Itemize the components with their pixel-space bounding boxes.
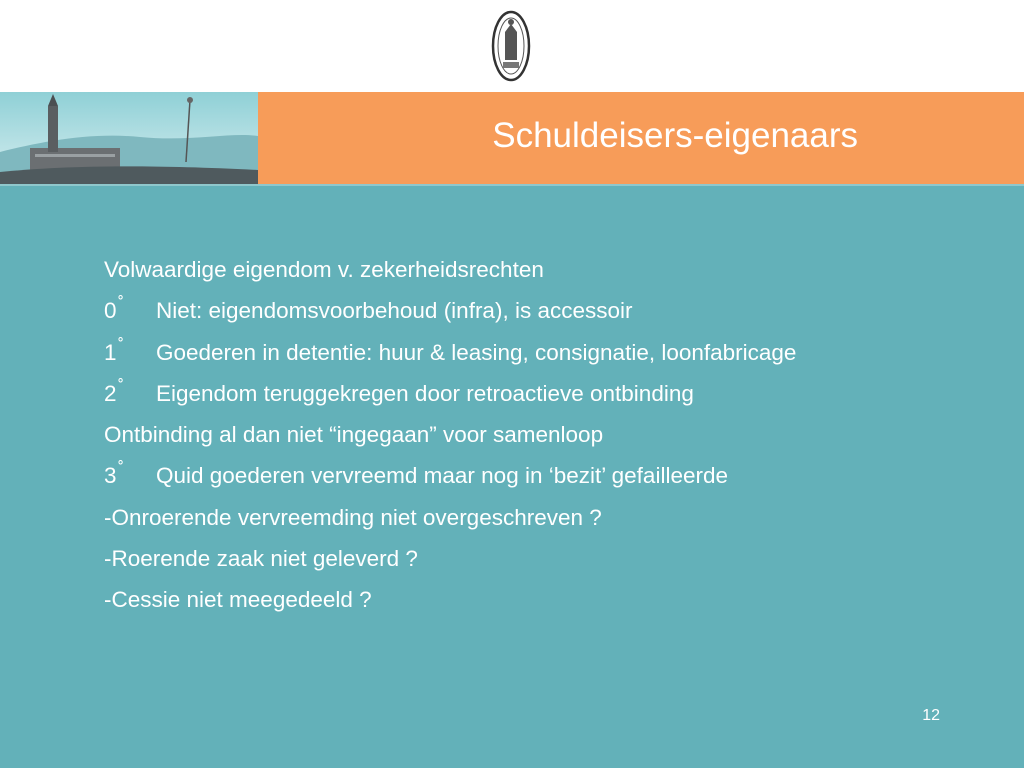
list-item (104, 332, 1004, 373)
leuven-library-tower-photo (0, 92, 258, 184)
degree-mark: ˚ (118, 459, 124, 480)
degree-mark: ˚ (118, 294, 124, 315)
list-item (104, 290, 1004, 331)
list-item (104, 579, 1004, 620)
line-number: 3 ˚ (104, 455, 156, 496)
header-band (0, 92, 1024, 184)
line-text: Eigendom teruggekregen door retroactieve ontbinding (156, 380, 694, 406)
line-text: -Onroerende vervreemding niet overgeschreven ? (104, 504, 602, 530)
line-text: Goederen in detentie: huur & leasing, consignatie, loonfabricage (156, 339, 797, 365)
university-seal-icon (491, 10, 531, 82)
list-item (104, 414, 1004, 455)
list-item (104, 373, 1004, 414)
line-text: Niet: eigendomsvoorbehoud (infra), is accessoir (156, 298, 633, 324)
bullet-list (104, 249, 1004, 621)
line-text: Ontbinding al dan niet “ingegaan” voor samenloop (104, 422, 604, 448)
line-number: 2 ˚ (104, 373, 156, 414)
line-text: Volwaardige eigendom v. zekerheidsrechten (104, 257, 544, 282)
header-divider (0, 184, 1024, 186)
slide-title: Schuldeisers-eigenaars (492, 116, 858, 155)
line-number: 0 ˚ (104, 290, 156, 331)
line-text: Quid goederen vervreemd maar nog in ‘bezit’ gefailleerde (156, 463, 728, 489)
degree-mark: ˚ (118, 335, 124, 356)
top-white-band (0, 0, 1024, 92)
degree-mark: ˚ (118, 376, 124, 397)
list-item (104, 249, 1004, 290)
line-text: -Cessie niet meegedeeld ? (104, 587, 372, 613)
line-text: -Roerende zaak niet geleverd ? (104, 546, 418, 572)
list-item (104, 538, 1004, 579)
list-item (104, 497, 1004, 538)
line-number: 1 ˚ (104, 332, 156, 373)
list-item (104, 455, 1004, 496)
slide-number: 12 (922, 707, 940, 724)
